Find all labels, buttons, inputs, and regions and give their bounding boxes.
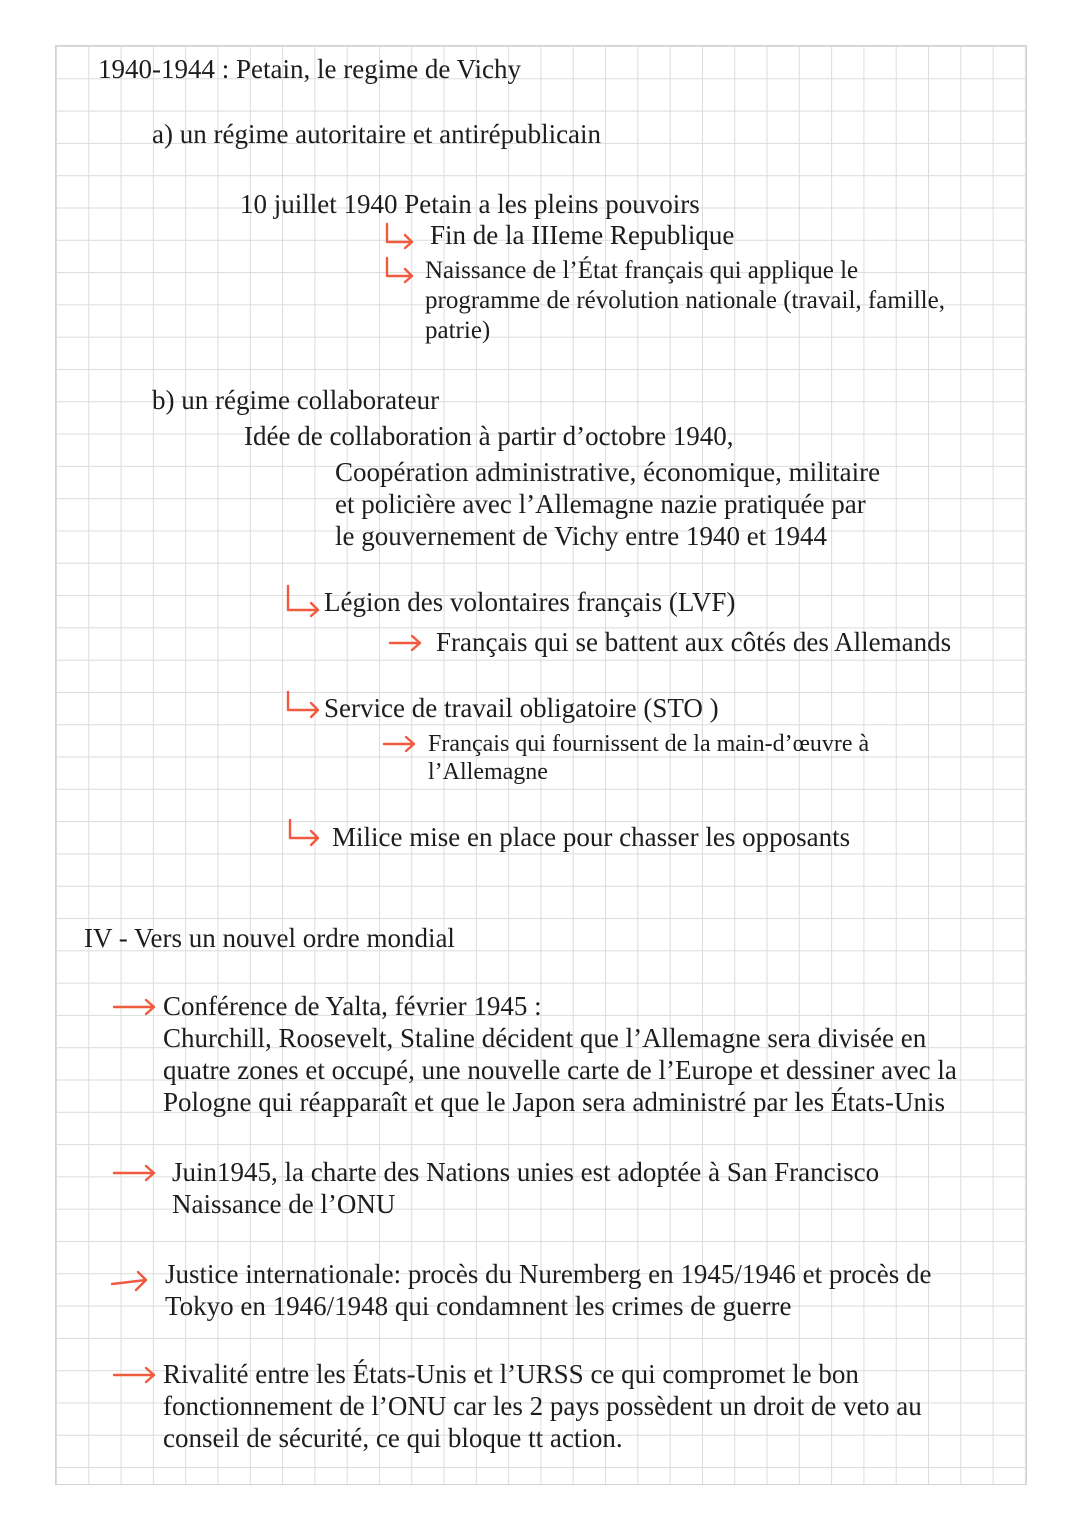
- curved-arrow-icon: [110, 1262, 152, 1296]
- collaboration-definition: [335, 456, 880, 552]
- text-line: Conférence de Yalta, février 1945 :: [163, 991, 542, 1021]
- bullet-etat-francais: [425, 256, 945, 346]
- item-sto: Service de travail obligatoire (STO ): [324, 693, 719, 723]
- text-line: programme de révolution nationale (travail, famille,: [425, 287, 945, 314]
- point-justice: [165, 1258, 932, 1322]
- text-line: Naissance de l’ONU: [172, 1189, 396, 1219]
- bullet-fin-republique: Fin de la IIIeme Republique: [430, 220, 735, 250]
- item-milice: Milice mise en place pour chasser les opposants: [332, 822, 851, 852]
- section-title-ordre-mondial: IV - Vers un nouvel ordre mondial: [84, 923, 455, 953]
- turn-arrow-icon: [284, 690, 324, 718]
- text-line: le gouvernement de Vichy entre 1940 et 1944: [335, 521, 827, 551]
- text-line: Justice internationale: procès du Nuremberg en 1945/1946 et procès de: [165, 1259, 932, 1289]
- turn-arrow-icon: [384, 256, 418, 282]
- text-line: fonctionnement de l’ONU car les 2 pays possèdent un droit de veto au: [163, 1391, 922, 1421]
- right-arrow-icon: [382, 734, 418, 754]
- text-line: conseil de sécurité, ce qui bloque tt action.: [163, 1423, 623, 1453]
- subsection-a-heading: a) un régime autoritaire et antirépublicain: [152, 119, 602, 149]
- turn-arrow-icon: [284, 584, 324, 616]
- date-line: 10 juillet 1940 Petain a les pleins pouvoirs: [240, 189, 700, 219]
- right-arrow-icon: [112, 1162, 160, 1184]
- point-onu: [172, 1156, 879, 1220]
- point-yalta: [163, 990, 957, 1118]
- turn-arrow-icon: [384, 222, 418, 248]
- text-line: Français qui fournissent de la main-d’œuvre à: [428, 731, 870, 757]
- item-sto-detail: [428, 730, 869, 786]
- text-line: Tokyo en 1946/1948 qui condamnent les crimes de guerre: [165, 1291, 792, 1321]
- item-lvf-detail: Français qui se battent aux côtés des Allemands: [436, 627, 952, 657]
- text-line: Rivalité entre les États-Unis et l’URSS ce qui compromet le bon: [163, 1359, 859, 1389]
- right-arrow-icon: [388, 632, 424, 654]
- text-line: Pologne qui réapparaît et que le Japon sera administré par les États-Unis: [163, 1087, 946, 1117]
- right-arrow-icon: [112, 996, 160, 1018]
- turn-arrow-icon: [286, 818, 324, 846]
- text-line: Churchill, Roosevelt, Staline décident que l’Allemagne sera divisée en: [163, 1023, 927, 1053]
- item-lvf: Légion des volontaires français (LVF): [324, 587, 736, 617]
- text-line: quatre zones et occupé, une nouvelle carte de l’Europe et dessiner avec la: [163, 1055, 957, 1085]
- point-rivalite: [163, 1358, 922, 1454]
- collaboration-idea: Idée de collaboration à partir d’octobre 1940,: [244, 421, 734, 451]
- section-title-vichy: 1940-1944 : Petain, le regime de Vichy: [98, 54, 522, 84]
- right-arrow-icon: [112, 1364, 160, 1386]
- text-line: l’Allemagne: [428, 759, 548, 785]
- text-line: et policière avec l’Allemagne nazie pratiquée par: [335, 489, 866, 519]
- text-line: Coopération administrative, économique, militaire: [335, 457, 881, 487]
- text-line: patrie): [425, 317, 491, 344]
- text-line: Juin1945, la charte des Nations unies est adoptée à San Francisco: [172, 1157, 880, 1187]
- text-line: Naissance de l’État français qui applique le: [425, 257, 859, 284]
- subsection-b-heading: b) un régime collaborateur: [152, 385, 440, 415]
